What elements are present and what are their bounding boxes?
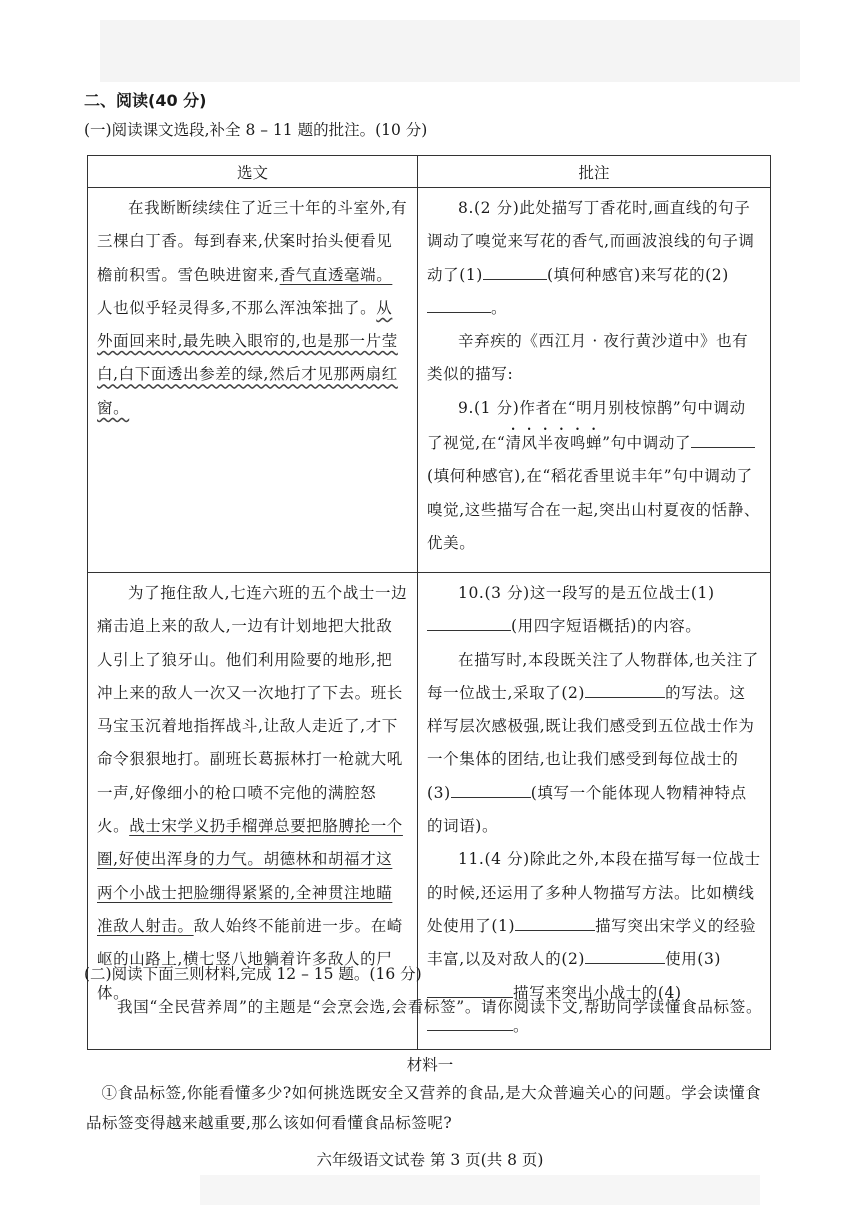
answer-blank-8-2[interactable]: [427, 294, 491, 313]
straight-underline-text: 胡德林和胡福才这两个小战士: [97, 850, 393, 902]
part1-instruction: (一)阅读课文选段,补全 8 – 11 题的批注。(10 分): [84, 121, 428, 139]
header-annotation: 批注: [418, 156, 771, 188]
page-footer: 六年级语文试卷 第 3 页(共 8 页): [316, 1151, 544, 1169]
passage-cell-1: [88, 188, 418, 573]
material-text: ①食品标签,你能看懂多少?如何挑选既安全又营养的食品,是大众普遍关心的问题。学会读懂食品标签变得越来越重要,那么该如何看懂食品标签呢?: [86, 1084, 762, 1132]
question-10-cont: 在描写时,本段既关注了人物群体,也关注了每一位战士,采取了(2) 的写法。这样写层次感极强,既让我们感受到五位战士作为一个集体的团结,也让我们感受到每位战士的(3) (填写一个能体现人物精神特点的词语)。: [427, 650, 759, 836]
answer-blank-10-1[interactable]: [427, 612, 511, 631]
annotation-cell-1: [418, 188, 771, 573]
straight-underline-text: 战士宋学义扔手榴弹总要把胳膊抡一个圈,好使出浑身的力气。: [97, 817, 403, 869]
straight-underline-text: 香气直透毫端。: [279, 265, 393, 284]
answer-blank-9[interactable]: [691, 429, 755, 448]
table-row: [88, 188, 771, 573]
wavy-underline-text: 从外面回来时,最先映入眼帘的,也是那一片莹白,白下面透出参差的绿,然后才见那两扇红窗。: [97, 298, 398, 417]
answer-blank-11-2[interactable]: [585, 945, 665, 964]
question-8: 8.(2 分)此处描写丁香花时,画直线的句子调动了嗅觉来写花的香气,而画波浪线的句子调动了(1) (填何种感官)来写花的(2)。: [427, 199, 755, 317]
emphasis-dots-text: 清风半夜鸣蝉: [505, 434, 603, 453]
header-passage: 选文: [88, 156, 418, 188]
answer-blank-10-3[interactable]: [451, 779, 531, 798]
material-title: 材料一: [406, 1056, 454, 1074]
question-10: 10.(3 分)这一段写的是五位战士(1)(用四字短语概括)的内容。: [427, 577, 761, 644]
passage-soldiers: 为了拖住敌人,七连六班的五个战士一边痛击追上来的敌人,一边有计划地把大批敌人引上了狼牙山。他们利用险要的地形,把冲上来的敌人一次又一次地打了下去。班长马宝玉沉着地指挥战斗,让敌人走近了,才下命令狠狠地打。副班长葛振林打一枪就大吼一声,好像细小的枪口喷不完他的满腔怒火。战士宋学义扔手榴弹总要把胳膊抡一个圈,好使出浑身的力气。胡德林和胡福才这两个小战士把脸绷得紧紧的,全神贯注地瞄准敌人射击。敌人始终不能前进一步。在崎岖的山路上,横七竖八地躺着许多敌人的尸体。: [97, 584, 408, 1002]
straight-underline-text: 把脸绷得紧紧的,全神贯注地瞄准敌人射击。: [97, 883, 393, 935]
bridge-text: 辛弃疾的《西江月 · 夜行黄沙道中》也有类似的描写:: [427, 332, 749, 384]
table-header-row: [88, 156, 771, 188]
section-heading: 二、阅读(40 分): [84, 91, 207, 110]
part2-instruction: (二)阅读下面三则材料,完成 12 – 15 题。(16 分): [84, 965, 422, 983]
annotation-table: [87, 155, 771, 1050]
question-9: 9.(1 分)作者在“明月别枝惊鹊”句中调动了视觉,在“清风半夜鸣蝉”句中调动了(填何种感官),在“稻花香里说丰年”句中调动了嗅觉,这些描写合在一起,突出山村夏夜的恬静、优美。: [427, 398, 761, 552]
answer-blank-8-1[interactable]: [483, 261, 547, 280]
annotation-cell-2: [418, 573, 771, 1050]
answer-blank-10-2[interactable]: [585, 679, 665, 698]
question-11: 11.(4 分)除此之外,本段在描写每一位战士的时候,还运用了多种人物描写方法。比如横线处使用了(1) 描写突出宋学义的经验丰富,以及对敌人的(2) 使用(3)描写来突出小战士的(4)。: [427, 850, 761, 1035]
scan-shadow-top: [100, 20, 800, 82]
passage-lilac: 在我断断续续住了近三十年的斗室外,有三棵白丁香。每到春来,伏案时抬头便看见檐前积雪。雪色映进窗来,香气直透毫端。人也似乎轻灵得多,不那么浑浊笨拙了。从外面回来时,最先映入眼帘的,也是那一片莹白,白下面透出参差的绿,然后才见那两扇红窗。: [97, 199, 408, 417]
part2-intro: 我国“全民营养周”的主题是“会烹会选,会看标签”。请你阅读下文,帮助同学读懂食品标签。: [117, 998, 763, 1016]
scan-shadow-bottom: [200, 1175, 760, 1205]
answer-blank-11-1[interactable]: [515, 912, 595, 931]
